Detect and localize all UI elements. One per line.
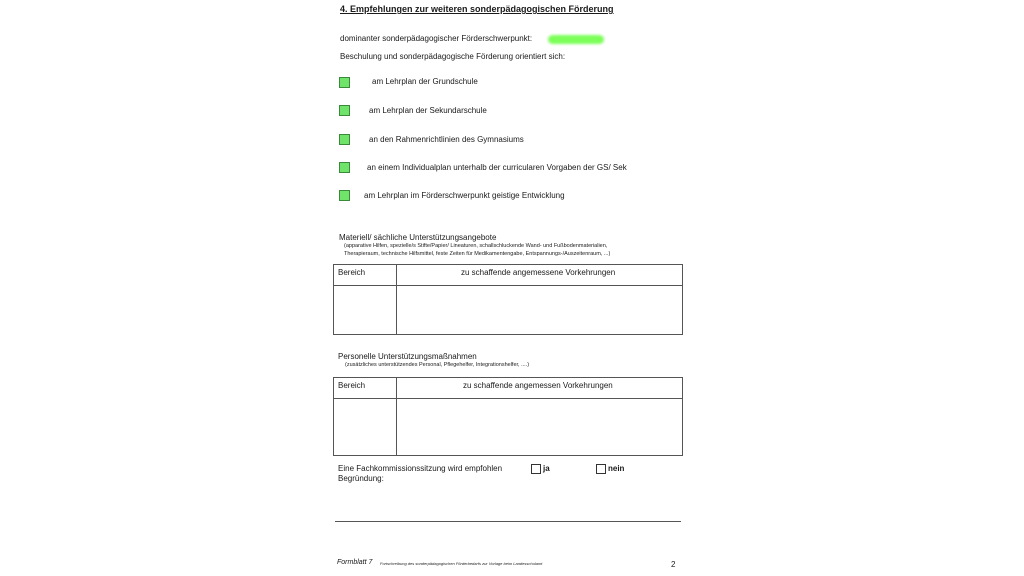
no-checkbox[interactable] [596,464,606,474]
option-checkbox-4[interactable] [339,162,350,173]
option-label-1: am Lehrplan der Grundschule [372,77,478,86]
yes-checkbox[interactable] [531,464,541,474]
section-title: 4. Empfehlungen zur weiteren sonderpädagogischen Förderung [340,4,614,14]
option-label-4: an einem Individualplan unterhalb der curricularen Vorgaben der GS/ Sek [367,163,627,172]
column-divider [396,378,397,455]
commission-question: Eine Fachkommissionssitzung wird empfohlen [338,464,503,473]
no-label: nein [608,464,625,473]
dominant-focus-label: dominanter sonderpädagogischer Förderschwerpunkt: [340,34,533,43]
personnel-support-note: (zusätzliches unterstützendes Personal, Pflegehelfer, Integrationshelfer, ....) [345,362,530,368]
column-header-provisions: zu schaffende angemessen Vorkehrungen [463,381,613,390]
material-support-note-1: (apparative Hilfen, spezielle/s Stifte/Papier/ Lineaturen, schallschluckende Wand- und Fußbodenmaterialien, [344,243,608,249]
personnel-support-heading: Personelle Unterstützungsmaßnahmen [338,352,477,361]
option-checkbox-3[interactable] [339,134,350,145]
signature-line [335,521,681,522]
material-support-table [333,264,683,335]
column-header-area: Bereich [338,381,366,390]
personnel-support-table [333,377,683,456]
column-divider [396,265,397,334]
option-checkbox-2[interactable] [339,105,350,116]
option-label-3: an den Rahmenrichtlinien des Gymnasiums [369,135,524,144]
column-header-provisions: zu schaffende angemessene Vorkehrungen [461,268,616,277]
footer-caption: Fortschreibung des sonderpädagogischen Förderbedarfs zur Vorlage beim Landesschulamt [380,561,543,566]
column-header-area: Bereich [338,268,366,277]
yes-label: ja [543,464,550,473]
form-label: Formblatt 7 [337,559,373,566]
option-checkbox-1[interactable] [339,77,350,88]
material-support-note-2: Therapieraum, technische Hilfsmittel, feste Zeiten für Medikamentengabe, Entspannungs-/Auszeitenraum, ...) [344,251,611,257]
option-checkbox-5[interactable] [339,190,350,201]
reason-label: Begründung: [338,474,384,483]
orientation-label: Beschulung und sonderpädagogische Förderung orientiert sich: [340,52,566,61]
page-number: 2 [671,560,676,569]
option-label-2: am Lehrplan der Sekundarschule [369,106,487,115]
option-label-5: am Lehrplan im Förderschwerpunkt geistige Entwicklung [364,191,565,200]
material-support-heading: Materiell/ sächliche Unterstützungsangebote [339,233,497,242]
highlight-marker [548,35,604,44]
